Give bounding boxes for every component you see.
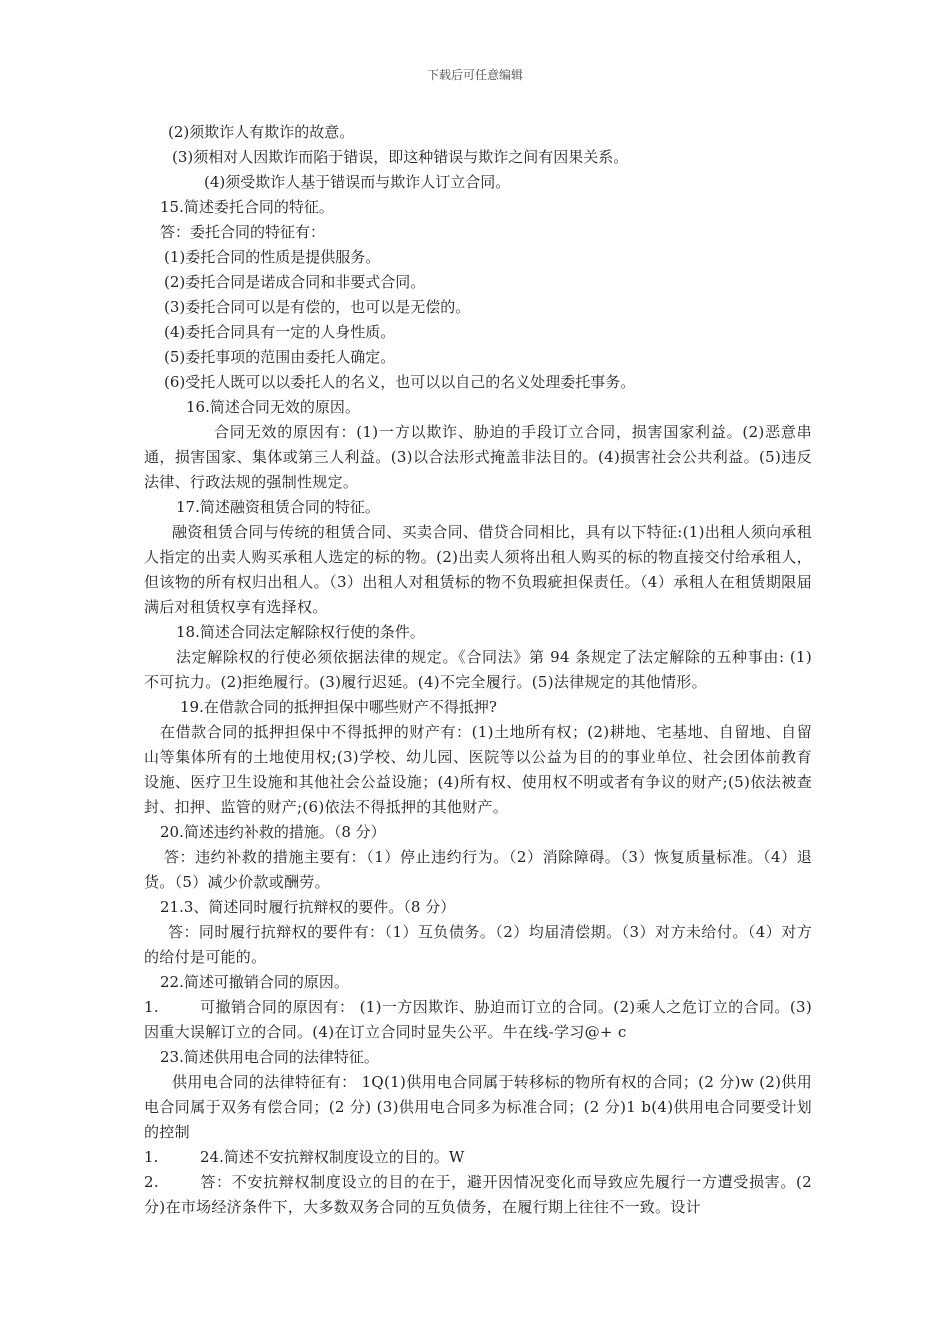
question-heading: 20.简述违约补救的措施。（8 分）: [160, 823, 386, 841]
question-heading: 21.3、简述同时履行抗辩权的要件。（8 分）: [160, 898, 456, 916]
list-item: (4)委托合同具有一定的人身性质。: [164, 323, 396, 341]
list-item: (1)委托合同的性质是提供服务。: [164, 248, 381, 266]
document-body: [144, 120, 812, 1220]
question-heading: 15.简述委托合同的特征。: [160, 198, 334, 216]
question-text: 24.简述不安抗辩权制度设立的目的。W: [200, 1148, 465, 1166]
question-heading: 23.简述供用电合同的法律特征。: [160, 1048, 379, 1066]
answer-paragraph: 合同无效的原因有：(1)一方以欺诈、胁迫的手段订立合同，损害国家利益。(2)恶意串通，损害国家、集体或第三人利益。(3)以合法形式掩盖非法目的。(4)损害社会公共利益。(5)违反法律、行政法规的强制性规定。: [144, 423, 812, 491]
answer-paragraph: 法定解除权的行使必须依据法律的规定。《合同法》第 94 条规定了法定解除的五种事由: (1)不可抗力。(2)拒绝履行。(3)履行迟延。(4)不完全履行。(5)法律规定的其他情形。: [144, 648, 812, 691]
answer-paragraph: 在借款合同的抵押担保中不得抵押的财产有：(1)土地所有权；(2)耕地、宅基地、自留地、自留山等集体所有的土地使用权;(3)学校、幼儿园、医院等以公益为目的的事业单位、社会团体前教育设施、医疗卫生设施和其他社会公益设施；(4)所有权、使用权不明或者有争议的财产;(5)依法被查封、扣押、监管的财产;(6)依法不得抵押的其他财产。: [144, 723, 812, 816]
list-item: (6)受托人既可以以委托人的名义，也可以以自己的名义处理委托事务。: [164, 373, 636, 391]
text-line: (3)须相对人因欺诈而陷于错误，即这种错误与欺诈之间有因果关系。: [172, 148, 629, 166]
question-heading: 22.简述可撤销合同的原因。: [160, 973, 349, 991]
list-item: (2)委托合同是诺成合同和非要式合同。: [164, 273, 426, 291]
list-number: 2.: [144, 1173, 159, 1191]
question-heading: 18.简述合同法定解除权行使的条件。: [176, 623, 425, 641]
answer-text: 可撤销合同的原因有： (1)一方因欺诈、胁迫而订立的合同。(2)乘人之危订立的合同。(3)因重大误解订立的合同。(4)在订立合同时显失公平。牛在线-学习@+ c: [144, 998, 812, 1041]
answer-text: 答：不安抗辩权制度设立的目的在于，避开因情况变化而导致应先履行一方遭受损害。(2 分)在市场经济条件下，大多数双务合同的互负债务，在履行期上往往不一致。设计: [144, 1173, 812, 1216]
question-heading: 17.简述融资租赁合同的特征。: [176, 498, 380, 516]
list-number: 1.: [144, 1148, 159, 1166]
answer-paragraph: 融资租赁合同与传统的租赁合同、买卖合同、借贷合同相比，具有以下特征:(1)出租人须向承租人指定的出卖人购买承租人选定的标的物。(2)出卖人须将出租人购买的标的物直接交付给承租人，但该物的所有权归出租人。（3）出租人对租赁标的物不负瑕疵担保责任。（4）承租人在租赁期限届满后对租赁权享有选择权。: [144, 523, 812, 616]
question-heading: 19.在借款合同的抵押担保中哪些财产不得抵押?: [180, 698, 497, 716]
question-heading: [144, 1145, 812, 1170]
list-item: (5)委托事项的范围由委托人确定。: [164, 348, 396, 366]
list-item: (3)委托合同可以是有偿的，也可以是无偿的。: [164, 298, 471, 316]
text-line: (2)须欺诈人有欺诈的故意。: [168, 123, 355, 141]
answer-paragraph: 答：同时履行抗辩权的要件有：（1）互负债务。（2）均届清偿期。（3）对方未给付。（4）对方的给付是可能的。: [144, 923, 812, 966]
answer-paragraph: 答：违约补救的措施主要有：（1）停止违约行为。（2）消除障碍。（3）恢复质量标准。（4）退货。（5）减少价款或酬劳。: [144, 848, 812, 891]
answer-paragraph: 供用电合同的法律特征有： 1Q(1)供用电合同属于转移标的物所有权的合同；(2 分)w (2)供用电合同属于双务有偿合同；(2 分) (3)供用电合同多为标准合同；(2 分)1 b(4)供用电合同要受计划的控制: [144, 1073, 812, 1141]
page-header: 下载后可任意编辑: [426, 68, 523, 82]
text-line: (4)须受欺诈人基于错误而与欺诈人订立合同。: [204, 173, 511, 191]
answer-paragraph: [144, 1170, 812, 1220]
answer-intro: 答：委托合同的特征有：: [160, 223, 326, 241]
list-number: 1.: [144, 998, 159, 1016]
question-heading: 16.简述合同无效的原因。: [186, 398, 360, 416]
answer-paragraph: [144, 995, 812, 1045]
